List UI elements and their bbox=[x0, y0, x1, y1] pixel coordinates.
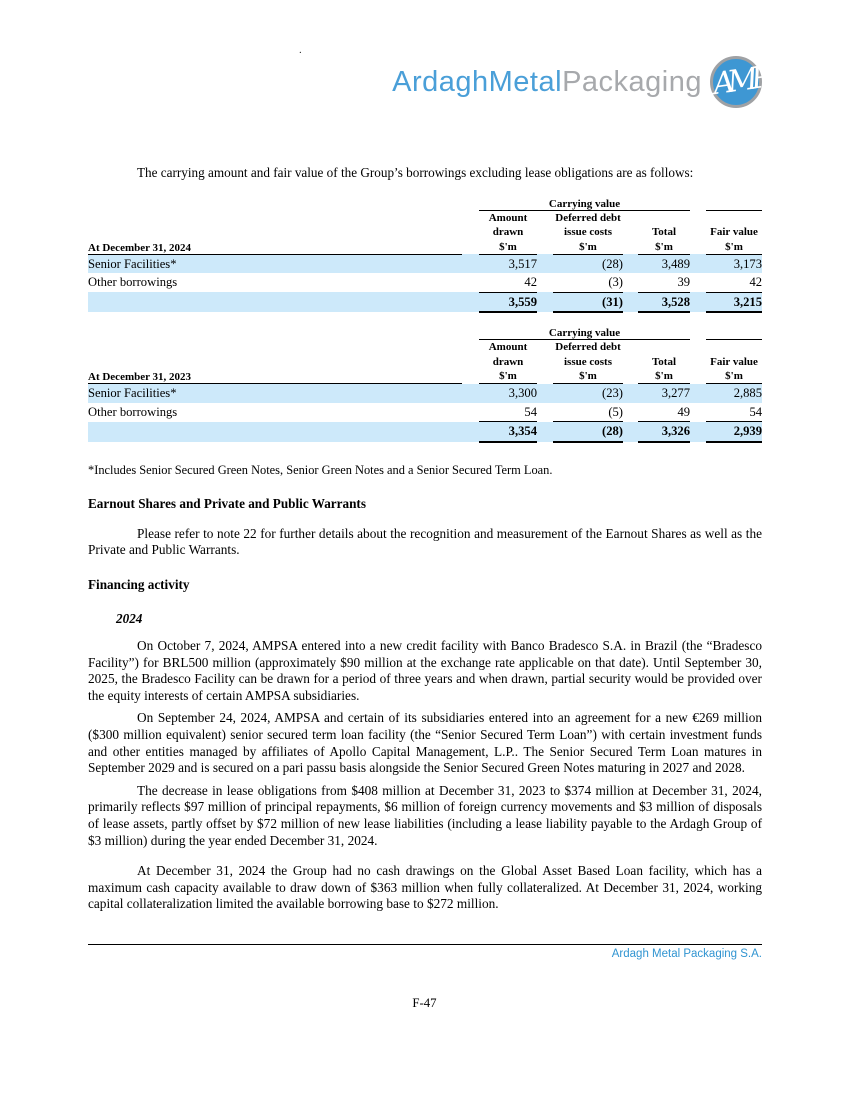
table-row-senior-facilities: Senior Facilities* 3,517 (28) 3,489 3,173 bbox=[88, 254, 762, 273]
col-header-amount-drawn: Amount drawn $'m bbox=[479, 340, 537, 384]
amp-roundel-icon bbox=[710, 56, 767, 108]
col-header-total: Total $'m bbox=[638, 340, 690, 384]
paragraph-earnout: Please refer to note 22 for further details about the recognition and measurement of the Earnout Shares as well as the Private and Public Warrants. bbox=[88, 525, 762, 558]
borrowings-table-2024 bbox=[88, 198, 762, 313]
intro-sentence: The carrying amount and fair value of the Group’s borrowings excluding lease obligations are as follows: bbox=[137, 165, 694, 180]
footer-company-name: Ardagh Metal Packaging S.A. bbox=[611, 948, 762, 960]
heading-year-2024: 2024 bbox=[116, 610, 143, 626]
column-header-row bbox=[88, 340, 762, 384]
col-header-total: Total $'m bbox=[638, 211, 690, 255]
heading-earnout-shares: Earnout Shares and Private and Public Warrants bbox=[88, 495, 366, 511]
fair-value-top-rule bbox=[706, 327, 762, 340]
logo-wordmark-metal: Metal bbox=[488, 65, 563, 98]
table-total-row: 3,559 (31) 3,528 3,215 bbox=[88, 292, 762, 312]
borrowings-table-2023 bbox=[88, 327, 762, 442]
col-header-deferred-debt: Deferred debt issue costs $'m bbox=[553, 211, 623, 255]
col-header-deferred-debt: Deferred debt issue costs $'m bbox=[553, 340, 623, 384]
page-number: F-47 bbox=[412, 996, 437, 1010]
logo-wordmark bbox=[392, 66, 702, 99]
column-header-row bbox=[88, 211, 762, 255]
carrying-value-group-header: Carrying value bbox=[479, 198, 690, 211]
carrying-value-group-header: Carrying value bbox=[479, 327, 690, 340]
logo-wordmark-packaging: Packaging bbox=[562, 65, 702, 98]
table-date-header: At December 31, 2024 bbox=[88, 211, 462, 255]
paragraph-global-asset-based-loan: At December 31, 2024 the Group had no cash drawings on the Global Asset Based Loan facility, which has a maximum cash capacity available to draw down of $363 million when fully collateralized. At December 31, 2024, working capital collateralization limited the available borrowing base to $272 million. bbox=[88, 863, 762, 912]
group-header-row bbox=[88, 327, 762, 340]
logo-wordmark-ardagh: Ardagh bbox=[392, 65, 489, 98]
company-logo bbox=[88, 55, 767, 109]
table-row-other-borrowings: Other borrowings 42 (3) 39 42 bbox=[88, 273, 762, 292]
group-header-row bbox=[88, 198, 762, 211]
page-content bbox=[88, 0, 767, 913]
table-row-senior-facilities: Senior Facilities* 3,300 (23) 3,277 2,885 bbox=[88, 384, 762, 403]
paragraph-senior-secured-term-loan: On September 24, 2024, AMPSA and certain of its subsidiaries entered into an agreement for a new €269 million ($300 million equivalent) senior secured term loan facility (the “Senior Secured Term Loan”) with certain investment funds and other entities managed by affiliates of Apollo Capital Management, L.P.. The Senior Secured Term Loan matures in September 2029 and is secured on a pari passu basis alongside the Senior Secured Green Notes maturing in 2027 and 2028. bbox=[88, 710, 762, 776]
footer-rule bbox=[88, 944, 762, 945]
col-header-fair-value: Fair value $'m bbox=[706, 211, 762, 255]
paragraph-lease-obligations: The decrease in lease obligations from $408 million at December 31, 2023 to $374 million at December 31, 2024, primarily reflects $97 million of principal repayments, $6 million of foreign currency movements and $3 million of disposals of lease assets, partly offset by $72 million of new lease liabilities (including a lease liability payable to the Ardagh Group of $3 million) during the year ended December 31, 2024. bbox=[88, 782, 762, 848]
amp-monogram: AMP bbox=[710, 60, 767, 103]
table-row-other-borrowings: Other borrowings 54 (5) 49 54 bbox=[88, 403, 762, 422]
paragraph-bradesco-facility: On October 7, 2024, AMPSA entered into a new credit facility with Banco Bradesco S.A. in Brazil (the “Bradesco Facility”) for BRL500 million (approximately $90 million at the exchange rate applicable on that date). Until September 30, 2025, the Bradesco Facility can be drawn for a period of three years and when drawn, partial security would be provided over the equity interests of certain AMPSA subsidiaries. bbox=[88, 637, 762, 703]
fair-value-top-rule bbox=[706, 198, 762, 211]
table-date-header: At December 31, 2023 bbox=[88, 340, 462, 384]
col-header-amount-drawn: Amount drawn $'m bbox=[479, 211, 537, 255]
stray-mark: . bbox=[299, 44, 302, 56]
table-footnote: *Includes Senior Secured Green Notes, Senior Green Notes and a Senior Secured Term Loan. bbox=[88, 462, 553, 477]
col-header-fair-value: Fair value $'m bbox=[706, 340, 762, 384]
table-total-row: 3,354 (28) 3,326 2,939 bbox=[88, 422, 762, 442]
heading-financing-activity: Financing activity bbox=[88, 576, 190, 592]
